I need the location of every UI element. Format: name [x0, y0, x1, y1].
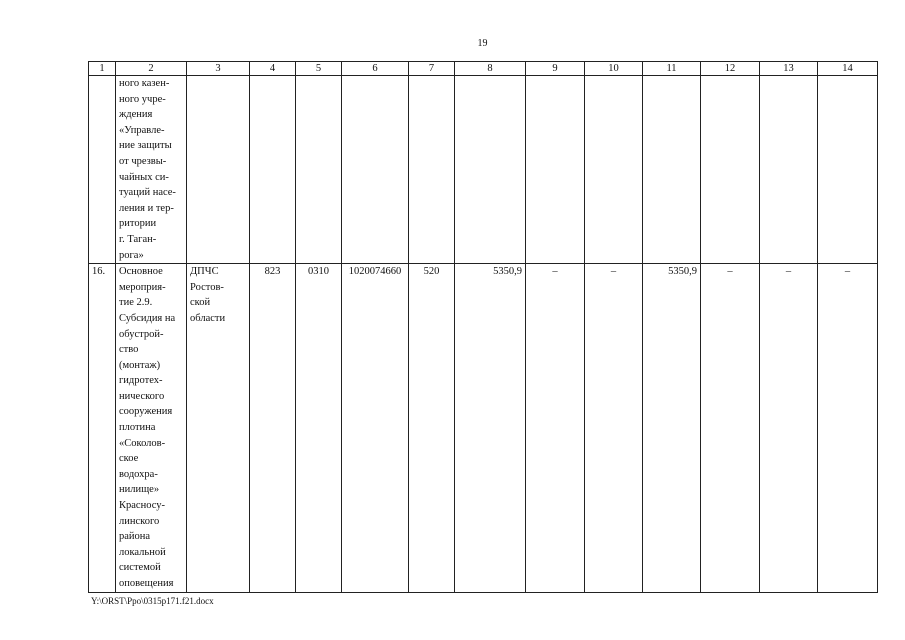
row-number-cell [89, 76, 116, 264]
header-cell: 13 [760, 62, 818, 76]
event-name-cell: ного казен- ного учре- ждения «Управле- ние защиты от чрезвы- чайных си- туаций насе- ления и тер- ритории г. Таган- рога» [116, 76, 187, 264]
event-name-cell: Основное мероприя- тие 2.9. Субсидия на обустрой- ство (монтаж) гидротех- нического сооружения плотина «Соколов- ское водохра- нилище» Красносу- линского района локальной системой оповещения [116, 264, 187, 592]
header-cell: 12 [701, 62, 760, 76]
header-row [89, 62, 878, 76]
csr-cell: 1020074660 [342, 264, 409, 592]
year-cell [760, 76, 818, 264]
year-cell: – [818, 264, 878, 592]
total-cell [455, 76, 526, 264]
table-row [89, 264, 878, 592]
file-path-footer: Y:\ORST\Ppo\0315p171.f21.docx [91, 596, 214, 606]
year-cell: – [526, 264, 585, 592]
header-cell: 2 [116, 62, 187, 76]
header-cell: 6 [342, 62, 409, 76]
year-cell: – [585, 264, 643, 592]
grbs-cell: 823 [250, 264, 296, 592]
year-cell [526, 76, 585, 264]
page-number: 19 [477, 38, 488, 49]
vr-cell: 520 [409, 264, 455, 592]
header-cell: 9 [526, 62, 585, 76]
year-cell: – [701, 264, 760, 592]
executor-cell: ДПЧС Ростов- ской области [187, 264, 250, 592]
header-cell: 11 [643, 62, 701, 76]
row-number-cell: 16. [89, 264, 116, 592]
year-cell [701, 76, 760, 264]
csr-cell [342, 76, 409, 264]
year-cell [585, 76, 643, 264]
rzpr-cell: 0310 [296, 264, 342, 592]
vr-cell [409, 76, 455, 264]
year-cell [643, 76, 701, 264]
header-cell: 5 [296, 62, 342, 76]
year-cell [818, 76, 878, 264]
year-cell: – [760, 264, 818, 592]
executor-cell [187, 76, 250, 264]
year-cell: 5350,9 [643, 264, 701, 592]
budget-table [88, 61, 878, 593]
header-cell: 7 [409, 62, 455, 76]
grbs-cell [250, 76, 296, 264]
header-cell: 1 [89, 62, 116, 76]
rzpr-cell [296, 76, 342, 264]
header-cell: 14 [818, 62, 878, 76]
total-cell: 5350,9 [455, 264, 526, 592]
header-cell: 3 [187, 62, 250, 76]
header-cell: 8 [455, 62, 526, 76]
table-row [89, 76, 878, 264]
header-cell: 10 [585, 62, 643, 76]
header-cell: 4 [250, 62, 296, 76]
